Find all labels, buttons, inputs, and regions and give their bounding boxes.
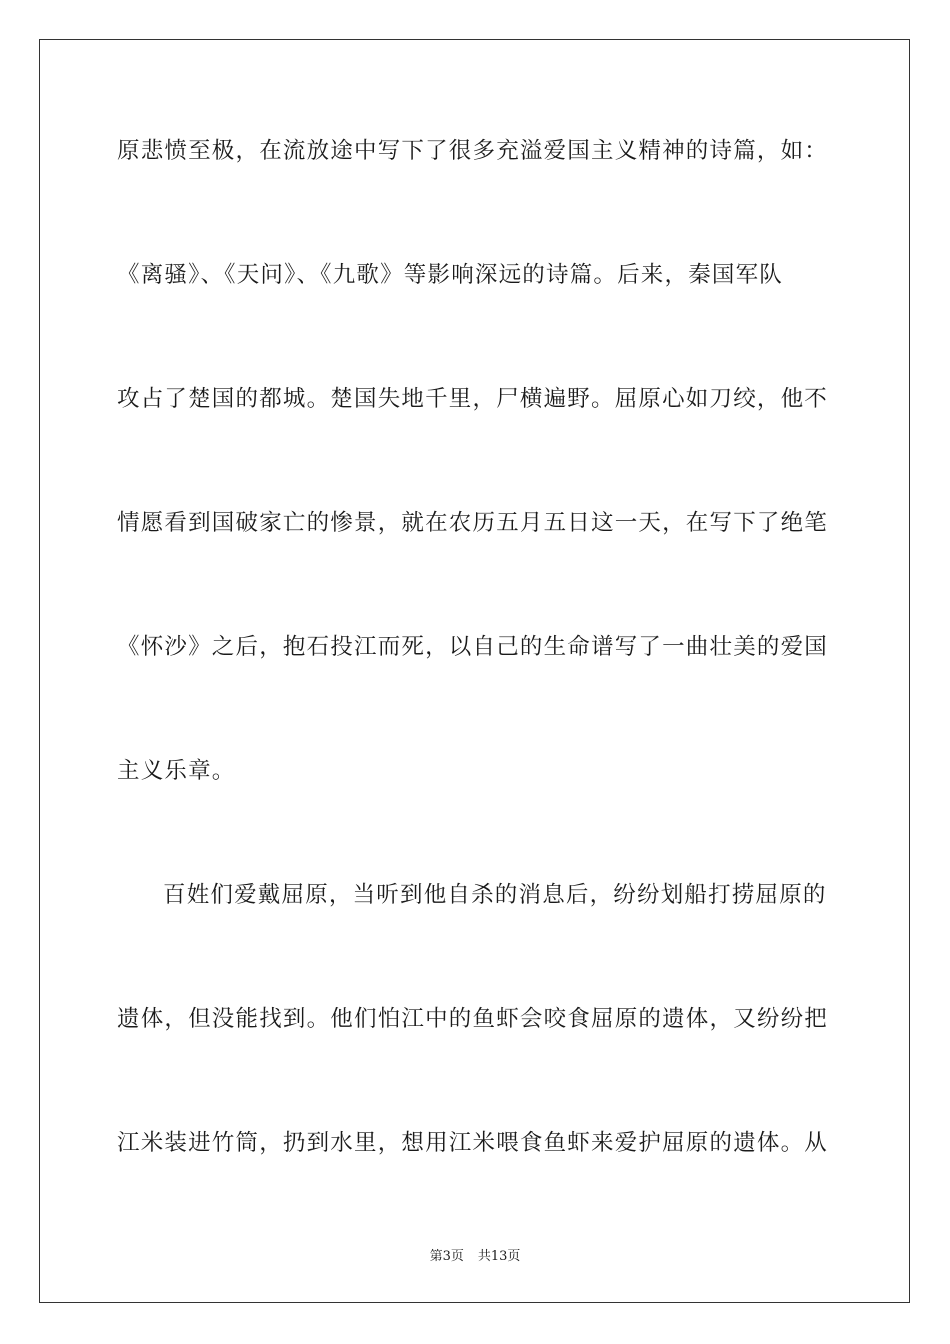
page-footer <box>0 1249 950 1265</box>
page-border <box>39 39 910 1303</box>
body-text-line: 江米装进竹筒，扔到水里，想用江米喂食鱼虾来爱护屈原的遗体。从 <box>117 1130 829 1156</box>
total-pages: 共13页 <box>477 1249 521 1264</box>
body-text-line: 《怀沙》之后，抱石投江而死，以自己的生命谱写了一曲壮美的爱国 <box>117 634 829 660</box>
body-text-line: 遗体，但没能找到。他们怕江中的鱼虾会咬食屈原的遗体，又纷纷把 <box>117 1006 829 1032</box>
body-text-line: 《离骚》、《天问》、《九歌》等影响深远的诗篇。后来，秦国军队 <box>117 262 784 288</box>
paragraph-first-line: 百姓们爱戴屈原，当听到他自杀的消息后，纷纷划船打捞屈原的 <box>163 882 827 908</box>
page-number: 第3页 <box>429 1249 464 1264</box>
body-text-line: 原悲愤至极，在流放途中写下了很多充溢爱国主义精神的诗篇，如： <box>117 138 829 164</box>
body-text-line: 主义乐章。 <box>117 758 236 784</box>
body-text-line: 攻占了楚国的都城。楚国失地千里，尸横遍野。屈原心如刀绞，他不 <box>117 386 829 412</box>
body-text-line: 情愿看到国破家亡的惨景，就在农历五月五日这一天，在写下了绝笔 <box>117 510 829 536</box>
